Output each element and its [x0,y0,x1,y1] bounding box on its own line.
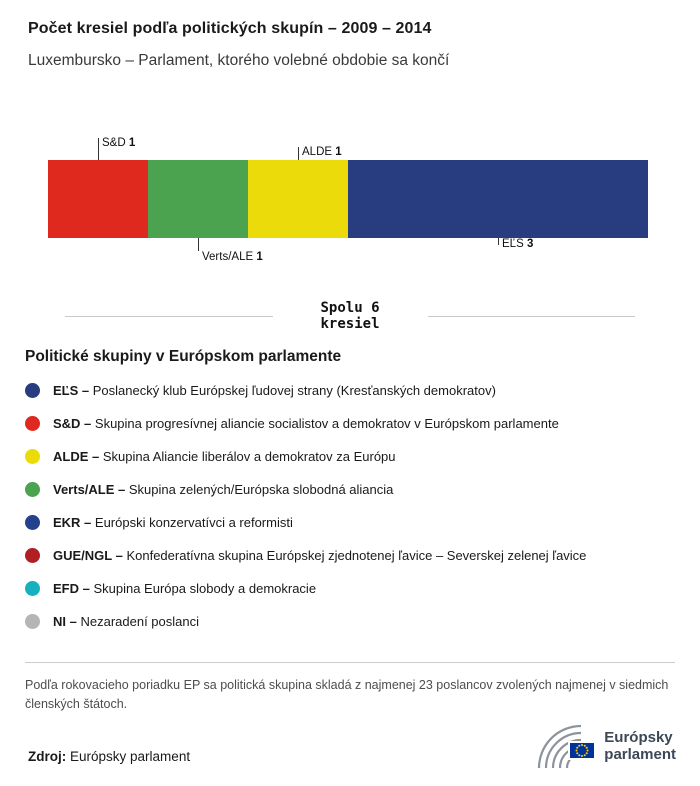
legend-dot [25,581,40,596]
legend-label: EFD – Skupina Európa slobody a demokracie [53,581,317,596]
ep-logo [523,722,676,770]
legend-label: Verts/ALE – Skupina zelených/Európska slobodná aliancia [53,482,394,497]
legend-item-verts-ale [25,473,675,506]
legend-dot [25,449,40,464]
legend-heading: Politické skupiny v Európskom parlamente [25,348,342,365]
legend-item-efd [25,572,675,605]
label-tick [198,238,199,251]
legend-dot [25,548,40,563]
label-tick [498,238,499,245]
legend-label: EĽS – Poslanecký klub Európskej ľudovej strany (Kresťanských demokratov) [53,383,496,398]
ep-logo-text: Európsky parlament [604,728,676,763]
right-rule [428,316,636,317]
seat-bar-chart [0,137,700,332]
legend-label: GUE/NGL – Konfederatívna skupina Európskej zjednotenej ľavice – Severskej zelenej ľavice [53,548,587,563]
divider [25,662,675,663]
bar-segment-alde [248,160,348,238]
legend-item-ni [25,605,675,638]
legend-dot [25,515,40,530]
legend-dot [25,383,40,398]
legend-list [25,374,675,638]
label-tick [98,138,99,160]
legend-label: NI – Nezaradení poslanci [53,614,199,629]
page-title: Počet kresiel podľa politických skupín – 2009 – 2014 [28,20,432,37]
legend-label: ALDE – Skupina Aliancie liberálov a demokratov za Európu [53,449,396,464]
footnote: Podľa rokovacieho poriadku EP sa politická skupina skladá z najmenej 23 poslancov zvolených najmenej v siedmich členských štátoch. [25,678,669,712]
bar-segment-e-s [348,160,648,238]
header [0,0,700,70]
left-rule [65,316,273,317]
stacked-bar [48,160,648,238]
legend-label: EKR – Európski konzervatívci a reformisti [53,515,293,530]
legend-dot [25,614,40,629]
legend [25,348,675,638]
footer [28,722,676,770]
bar-segment-s-d [48,160,148,238]
total-seats-label: Spolu 6 kresiel [320,300,380,332]
page-subtitle: Luxembursko – Parlament, ktorého volebné obdobie sa končí [28,52,450,69]
source-label: Zdroj: [28,749,67,764]
eu-flag-icon [569,742,595,759]
legend-dot [25,482,40,497]
source-line [28,749,190,770]
legend-item-s-d [25,407,675,440]
label-tick [298,147,299,160]
ep-hemicycle-icon [523,722,597,770]
total-seats-row [65,300,635,332]
bar-segment-verts-ale [148,160,248,238]
bar-area: S&D 1 Verts/ALE 1 ALDE 1 EĽS 3 [48,160,648,238]
legend-item-alde [25,440,675,473]
legend-dot [25,416,40,431]
legend-item-gue-ngl [25,539,675,572]
legend-item-ekr [25,506,675,539]
legend-item-e-s [25,374,675,407]
source-value: Európsky parlament [70,749,191,764]
legend-label: S&D – Skupina progresívnej aliancie socialistov a demokratov v Európskom parlamente [53,416,559,431]
